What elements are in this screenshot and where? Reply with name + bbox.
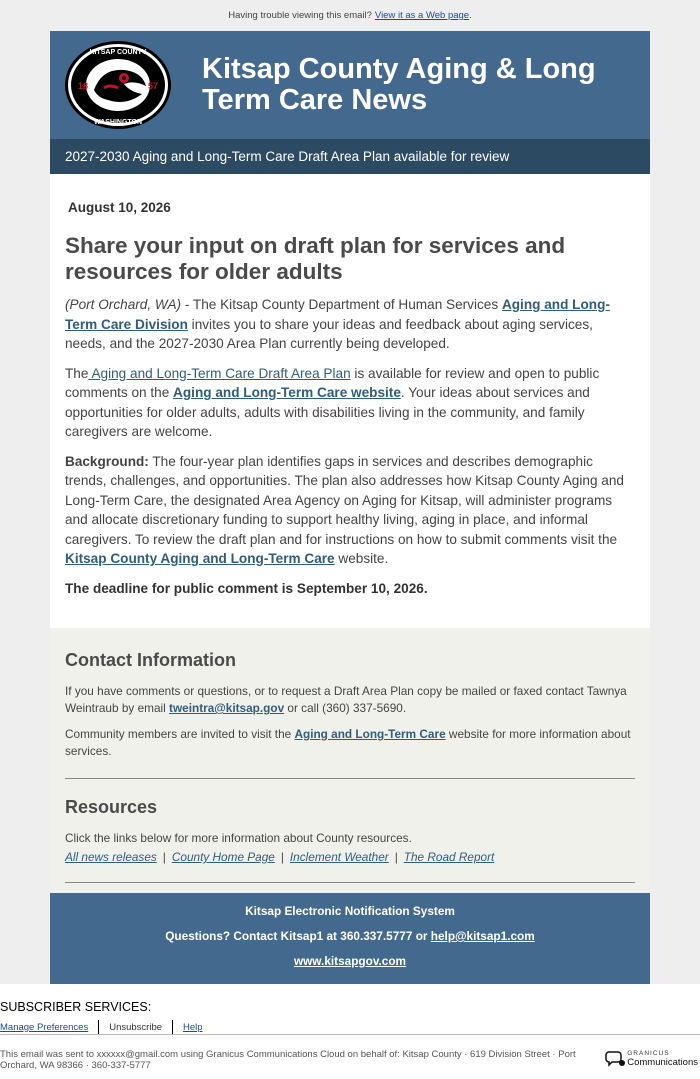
divider <box>65 882 635 883</box>
altc-division-link[interactable]: Aging and Long-Term Care Division <box>65 297 610 332</box>
seal-bottom-text: WASHINGTON <box>93 119 143 126</box>
email-header <box>50 31 650 139</box>
background-label: Background: <box>65 453 149 469</box>
altc-website-link[interactable]: Aging and Long-Term Care website <box>173 385 401 400</box>
sender-text: This email was sent to xxxxxx@gmail.com using Granicus Communications Cloud on behalf of: Kitsap County · 619 Division Street · Port Orchard, WA 98366 · 360-337-5777 <box>0 1049 576 1071</box>
communications-brand: Communications <box>627 1057 698 1068</box>
email-body <box>50 31 650 984</box>
manage-preferences-link[interactable]: Manage Preferences <box>0 1021 89 1033</box>
seal-top-text: KITSAP COUNTY <box>89 49 147 56</box>
seal-year-left: 18 <box>78 81 89 91</box>
trouble-text: Having trouble viewing this email? <box>228 10 372 21</box>
inclement-weather-link[interactable]: Inclement Weather <box>289 850 389 864</box>
article-paragraph-1: (Port Orchard, WA) - The Kitsap County Department of Human Services Aging and Long-Term Care Division invites you to share your ideas and feedback about aging services, needs, and the 2027-2030 Area Plan currently being developed. <box>65 297 610 351</box>
altc-contact-link[interactable]: Aging and Long-Term Care <box>294 727 446 741</box>
resources-intro: Click the links below for more information about County resources. <box>65 831 412 845</box>
speech-bubbles-icon <box>605 1050 627 1068</box>
footer-system-name: Kitsap Electronic Notification System <box>245 904 455 918</box>
contact-paragraph-2: Community members are invited to visit the Aging and Long-Term Care website for more information about services. <box>65 727 631 758</box>
kitsapgov-link[interactable]: www.kitsapgov.com <box>293 954 407 968</box>
deadline-notice: The deadline for public comment is September 10, 2026. <box>65 580 428 596</box>
article-date: August 10, 2026 <box>68 200 171 215</box>
email-footer <box>50 893 650 984</box>
kitsap-altc-link[interactable]: Kitsap County Aging and Long-Term Care <box>65 551 335 566</box>
footer-contact: Questions? Contact Kitsap1 at 360.337.5777 or help@kitsap1.com <box>165 929 535 943</box>
divider <box>172 1020 173 1034</box>
road-report-link[interactable]: The Road Report <box>403 850 495 864</box>
subscriber-label: SUBSCRIBER SERVICES: <box>0 1000 152 1014</box>
divider <box>98 1020 99 1034</box>
unsubscribe-link[interactable]: Unsubscribe <box>109 1021 163 1033</box>
draft-area-plan-link[interactable]: Aging and Long-Term Care Draft Area Plan <box>88 365 351 381</box>
news-releases-link[interactable]: All news releases <box>65 850 157 864</box>
web-page-link[interactable]: View it as a Web page <box>374 10 470 21</box>
county-home-link[interactable]: County Home Page <box>171 850 275 864</box>
kitsap-county-seal-logo <box>64 40 172 130</box>
subscriber-links <box>0 1020 700 1034</box>
contact-resources-panel <box>50 628 650 893</box>
contact-paragraph-1: If you have comments or questions, or to request a Draft Area Plan copy be mailed or faxed contact Tawnya Weintraub by email tweintra@kitsap.gov or call (360) 337-5690. <box>65 684 627 715</box>
article <box>50 174 650 628</box>
help-email-link[interactable]: help@kitsap1.com <box>430 929 535 943</box>
granicus-brand: GRANICUS <box>627 1050 670 1057</box>
contact-heading: Contact Information <box>65 650 236 670</box>
divider <box>65 778 635 779</box>
article-paragraph-3: Background: The four-year plan identifies gaps in services and describes demographic trends, challenges, and opportunities. The plan also addresses how Kitsap County Aging and Long-Term Care, the designated Area Agency on Aging for Kitsap, will administer programs and allocate discretionary funding to support healthy living, aging in place, and informal caregivers. To review the draft plan and for instructions on how to submit comments visit the Kitsap County Aging and Long-Term Care website. <box>65 453 624 566</box>
topic-bar: 2027-2030 Aging and Long-Term Care Draft Area Plan available for review <box>50 139 650 174</box>
granicus-logo <box>605 1049 698 1068</box>
email-link[interactable]: tweintra@kitsap.gov <box>169 701 285 715</box>
resource-links: All news releases | County Home Page | Inclement Weather | The Road Report <box>65 850 495 864</box>
sender-info <box>0 1034 700 1079</box>
article-headline: Share your input on draft plan for services and resources for older adults <box>65 233 566 284</box>
article-paragraph-2: The Aging and Long-Term Care Draft Area Plan is available for review and open to public comments on the Aging and Long-Term Care website. Your ideas about services and opportunities for older adults, adults with disabilities living in the community, and family caregivers are welcome. <box>65 365 600 439</box>
view-online-bar: Having trouble viewing this email? View it as a Web page. <box>228 10 472 21</box>
dateline: (Port Orchard, WA) <box>65 297 182 312</box>
newsletter-title: Kitsap County Aging & Long Term Care News <box>202 53 596 116</box>
resources-heading: Resources <box>65 797 158 817</box>
help-link[interactable]: Help <box>183 1021 203 1033</box>
seal-year-right: 57 <box>148 81 159 91</box>
